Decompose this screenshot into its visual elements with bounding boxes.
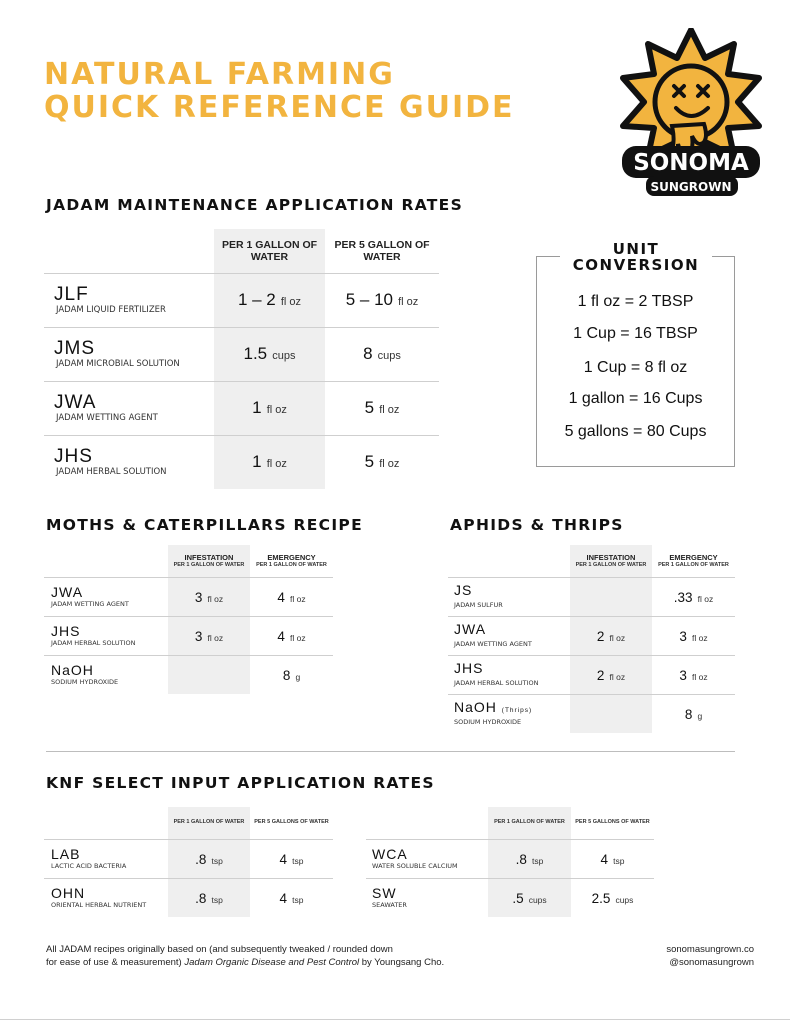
table-row bbox=[44, 878, 333, 917]
rate-unit: cups bbox=[272, 350, 296, 362]
rate-unit: cups bbox=[528, 895, 547, 906]
rate-unit: fl oz bbox=[697, 594, 714, 604]
website-link[interactable]: sonomasungrown.co bbox=[666, 944, 754, 955]
rate-value: 4 bbox=[600, 852, 609, 867]
col-per-5-gallon: PER 5 GALLON OF WATER bbox=[334, 238, 430, 263]
rate-value: 3 bbox=[194, 629, 203, 644]
table-row bbox=[448, 694, 735, 733]
rate-unit: cups bbox=[615, 895, 634, 906]
rate-value: .8 bbox=[515, 852, 527, 867]
rate-value: 4 bbox=[277, 629, 285, 644]
col-per-1-gallon: PER 1 GALLON OF WATER bbox=[168, 807, 250, 839]
input-abbr: JWA bbox=[54, 391, 97, 413]
input-full-name: SEAWATER bbox=[372, 900, 407, 909]
table-row bbox=[448, 616, 735, 655]
rate-value: 3 bbox=[194, 590, 203, 605]
rate-unit: tsp bbox=[613, 856, 625, 866]
col-per-5-gallons: PER 5 GALLONS OF WATER bbox=[575, 819, 650, 826]
input-abbr: JHS bbox=[454, 660, 484, 676]
knf-left-table bbox=[44, 807, 333, 917]
table-row bbox=[44, 273, 439, 327]
input-full-name: JADAM WETTING AGENT bbox=[56, 412, 158, 423]
rate-unit: fl oz bbox=[398, 296, 419, 308]
rate-value: 2 bbox=[596, 668, 605, 683]
rate-unit: g bbox=[295, 672, 301, 683]
rate-unit: fl oz bbox=[290, 594, 306, 604]
input-abbr: JWA bbox=[51, 583, 84, 600]
rate-value: 4 bbox=[279, 852, 288, 867]
col-infestation: INFESTATION PER 1 GALLON OF WATER bbox=[570, 545, 652, 577]
input-full-name: JADAM HERBAL SOLUTION bbox=[454, 679, 539, 687]
conversion-item: 1 fl oz = 2 TBSP bbox=[577, 293, 694, 310]
page-title: NATURAL FARMING QUICK REFERENCE GUIDE bbox=[44, 57, 515, 125]
input-abbr: OHN bbox=[51, 884, 86, 901]
input-abbr: JHS bbox=[51, 622, 81, 639]
table-row bbox=[44, 381, 439, 435]
table-row bbox=[366, 878, 654, 917]
table-row bbox=[448, 577, 735, 616]
rate-value: 5 – 10 bbox=[345, 290, 393, 309]
rate-value: 8 bbox=[363, 344, 373, 363]
table-row bbox=[44, 327, 439, 381]
rate-unit: fl oz bbox=[207, 594, 224, 604]
conversion-item: 1 Cup = 8 fl oz bbox=[583, 359, 688, 376]
aphids-title: APHIDS & THRIPS bbox=[450, 516, 624, 534]
table-row bbox=[44, 616, 333, 655]
input-full-name: JADAM SULFUR bbox=[454, 601, 503, 609]
logo-subword: SUNGROWN bbox=[650, 180, 732, 194]
input-abbr: JS bbox=[454, 582, 473, 598]
rate-value: 3 bbox=[679, 629, 687, 644]
table-row bbox=[44, 655, 333, 694]
knf-right-table bbox=[366, 807, 654, 917]
book-title: Jadam Organic Disease and Pest Control bbox=[184, 957, 360, 968]
table-header-row bbox=[448, 545, 735, 577]
col-per-5-gallons: PER 5 GALLONS OF WATER bbox=[254, 819, 329, 826]
rate-value: .8 bbox=[195, 852, 207, 867]
rate-value: .33 bbox=[673, 590, 693, 605]
rate-unit: tsp bbox=[292, 856, 304, 866]
unit-conversion-title: UNIT CONVERSION bbox=[560, 241, 712, 273]
rate-unit: tsp bbox=[211, 895, 223, 906]
rate-unit: fl oz bbox=[207, 633, 224, 643]
table-row bbox=[44, 839, 333, 878]
rate-value: 2.5 bbox=[591, 891, 611, 907]
input-abbr: NaOH bbox=[51, 661, 94, 678]
rate-unit: fl oz bbox=[266, 404, 287, 416]
rate-unit: fl oz bbox=[379, 458, 400, 471]
input-abbr: WCA bbox=[372, 845, 408, 862]
rate-unit: fl oz bbox=[609, 633, 626, 643]
table-header-row bbox=[44, 229, 439, 273]
table-header-row bbox=[44, 807, 333, 839]
rate-unit: tsp bbox=[211, 856, 223, 866]
col-emergency: EMERGENCY PER 1 GALLON OF WATER bbox=[658, 552, 729, 568]
social-handle[interactable]: @sonomasungrown bbox=[669, 957, 754, 968]
input-full-name: SODIUM HYDROXIDE bbox=[51, 677, 119, 686]
rate-value: .5 bbox=[512, 891, 524, 907]
rate-unit: fl oz bbox=[266, 458, 287, 471]
rate-unit: g bbox=[697, 711, 703, 722]
aphids-table bbox=[448, 545, 735, 733]
rate-unit: fl oz bbox=[692, 672, 708, 682]
input-abbr: JMS bbox=[54, 337, 95, 359]
rate-unit: fl oz bbox=[609, 672, 626, 682]
rate-value: 4 bbox=[277, 590, 285, 605]
logo-wordmark: SONOMA bbox=[633, 150, 749, 176]
rate-value: 1 bbox=[252, 452, 262, 472]
input-abbr: SW bbox=[372, 884, 397, 901]
rate-unit: fl oz bbox=[379, 404, 400, 416]
col-per-1-gallon: PER 1 GALLON OF WATER bbox=[214, 229, 325, 273]
col-infestation: INFESTATION PER 1 GALLON OF WATER bbox=[168, 545, 250, 577]
rate-unit: fl oz bbox=[692, 633, 708, 643]
conversion-item: 5 gallons = 80 Cups bbox=[564, 423, 707, 440]
rate-value: 8 bbox=[282, 668, 291, 684]
input-full-name: JADAM WETTING AGENT bbox=[51, 599, 129, 608]
moths-table bbox=[44, 545, 333, 694]
rate-unit: cups bbox=[377, 350, 401, 362]
conversion-item: 1 Cup = 16 TBSP bbox=[573, 325, 698, 342]
rate-unit: fl oz bbox=[280, 296, 302, 308]
rate-unit: fl oz bbox=[290, 633, 306, 643]
rate-value: 1 bbox=[252, 398, 262, 417]
rate-value: 5 bbox=[364, 398, 375, 417]
input-full-name: JADAM LIQUID FERTILIZER bbox=[56, 304, 166, 315]
rate-value: 3 bbox=[679, 668, 687, 683]
rate-value: .8 bbox=[195, 891, 207, 907]
page-bottom-border bbox=[0, 1019, 790, 1020]
maintenance-title: JADAM MAINTENANCE APPLICATION RATES bbox=[46, 196, 464, 214]
conversion-item: 1 gallon = 16 Cups bbox=[568, 390, 703, 407]
table-row bbox=[448, 655, 735, 694]
rate-unit: tsp bbox=[532, 856, 544, 866]
moths-title: MOTHS & CATERPILLARS RECIPE bbox=[46, 516, 363, 534]
table-header-row bbox=[44, 545, 333, 577]
footer-credit: All JADAM recipes originally based on (and subsequently tweaked / rounded down for ease of use & measurement) Jadam Organic Disease and Pest Control by Youngsang Cho. bbox=[46, 944, 445, 968]
input-full-name: LACTIC ACID BACTERIA bbox=[51, 861, 127, 870]
input-full-name: JADAM HERBAL SOLUTION bbox=[51, 638, 136, 647]
input-full-name: WATER SOLUBLE CALCIUM bbox=[372, 861, 458, 870]
input-abbr: NaOH (Thrips) bbox=[454, 699, 533, 716]
input-abbr: JHS bbox=[54, 445, 93, 467]
rate-value: 1.5 bbox=[243, 344, 268, 363]
rate-unit: tsp bbox=[292, 895, 304, 906]
rate-value: 8 bbox=[684, 707, 693, 723]
sonoma-sungrown-logo bbox=[616, 28, 766, 200]
maintenance-table bbox=[44, 229, 439, 489]
input-abbr: LAB bbox=[51, 845, 81, 862]
knf-title: KNF SELECT INPUT APPLICATION RATES bbox=[46, 774, 435, 792]
rate-value: 4 bbox=[279, 891, 288, 907]
footer-contact bbox=[666, 943, 754, 969]
input-full-name: ORIENTAL HERBAL NUTRIENT bbox=[51, 900, 147, 909]
rate-value: 2 bbox=[596, 629, 605, 644]
rate-value: 5 bbox=[364, 452, 375, 472]
input-full-name: JADAM WETTING AGENT bbox=[454, 640, 532, 648]
col-per-1-gallon: PER 1 GALLON OF WATER bbox=[488, 807, 571, 839]
input-full-name: JADAM MICROBIAL SOLUTION bbox=[56, 358, 180, 369]
rate-value: 1 – 2 bbox=[237, 290, 276, 309]
input-abbr: JWA bbox=[454, 621, 487, 637]
table-row bbox=[44, 435, 439, 489]
section-divider bbox=[46, 751, 735, 752]
input-full-name: SODIUM HYDROXIDE bbox=[454, 718, 522, 727]
input-abbr: JLF bbox=[54, 283, 89, 305]
table-row bbox=[366, 839, 654, 878]
input-full-name: JADAM HERBAL SOLUTION bbox=[56, 466, 167, 477]
table-header-row bbox=[366, 807, 654, 839]
col-emergency: EMERGENCY PER 1 GALLON OF WATER bbox=[256, 552, 327, 568]
table-row bbox=[44, 577, 333, 616]
